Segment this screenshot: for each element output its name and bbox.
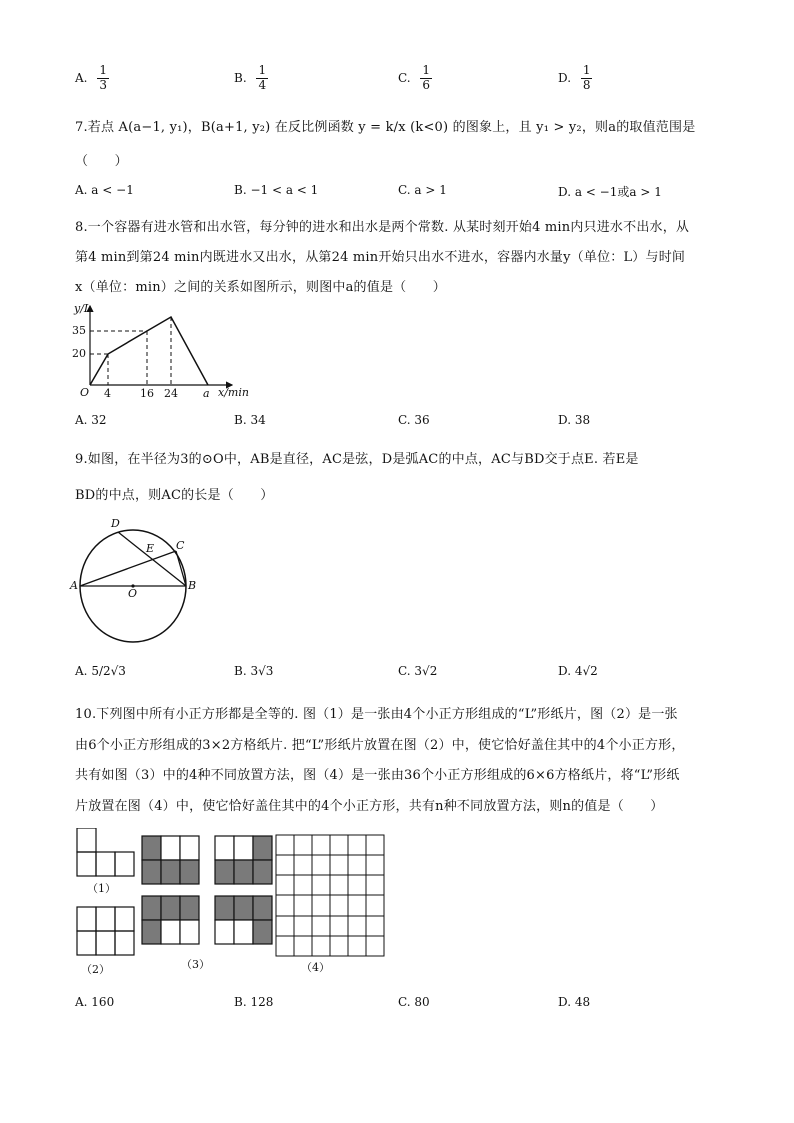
x-tick-4: 4: [104, 387, 111, 400]
q10-option-a[interactable]: A. 160: [75, 995, 115, 1009]
q9-option-c[interactable]: C. 3√2: [398, 664, 438, 678]
q8-stem-line2: 第4 min到第24 min内既进水又出水，从第24 min开始只出水不进水，容器内水量y（单位：L）与时间: [75, 250, 686, 265]
point-a-label: A: [70, 579, 78, 592]
figure-1-label: （1）: [87, 882, 116, 895]
q8-stem-line1: 8.一个容器有进水管和出水管，每分钟的进水和出水是两个常数. 从某时刻开始4 min内只进水不出水，从: [75, 220, 690, 235]
water-volume-line: [90, 317, 208, 385]
q10-stem-line4: 片放置在图（4）中，使它恰好盖住其中的4个小正方形，共有n种不同放置方法，则n的值是（ ）: [75, 799, 664, 814]
x-tick-16: 16: [140, 387, 154, 400]
fraction: $\frac{1}{3}$: [99, 63, 107, 92]
figure-2-grid: [77, 907, 134, 955]
q8-graph: [72, 300, 252, 405]
fraction: $\frac{1}{4}$: [258, 63, 267, 92]
q8-option-b[interactable]: B. 34: [234, 413, 266, 427]
figure-4-grid: [276, 835, 384, 956]
q9-stem-line2: BD的中点，则AC的长是（ ）: [75, 488, 274, 503]
q9-option-d[interactable]: D. 4√2: [558, 664, 598, 678]
point-o-label: O: [128, 587, 138, 600]
q9-circle-svg: [70, 513, 200, 643]
figure-1-l-shape: [77, 828, 134, 876]
q9-circle-figure: [70, 513, 200, 643]
q7-option-b[interactable]: B. −1 < a < 1: [234, 183, 319, 197]
q6-option-a[interactable]: A. $\frac{1}{3}$: [75, 63, 107, 92]
point-c-label: C: [176, 539, 185, 552]
point-b-label: B: [188, 579, 197, 592]
figure-3-placement-d: [215, 896, 272, 944]
q8-option-d[interactable]: D. 38: [558, 413, 591, 427]
x-axis-label: x/min: [218, 386, 249, 399]
q8-option-c[interactable]: C. 36: [398, 413, 430, 427]
y-tick-20: 20: [72, 347, 86, 360]
q7-stem: 7.若点 A(a−1, y₁)，B(a+1, y₂) 在反比例函数 y = k/x (k<0) 的图象上，且 y₁ > y₂，则a的取值范围是: [75, 120, 696, 135]
q10-stem-line3: 共有如图（3）中的4种不同放置方法，图（4）是一张由36个小正方形组成的6×6方格纸片，将“L”形纸: [75, 768, 680, 783]
q7-answer-paren: （ ）: [75, 154, 128, 169]
figure-2-label: （2）: [81, 963, 110, 976]
y-axis-label: y/L: [74, 302, 92, 315]
q9-option-b[interactable]: B. 3√3: [234, 664, 274, 678]
q10-option-c[interactable]: C. 80: [398, 995, 430, 1009]
point-d-label: D: [111, 517, 120, 530]
figure-3-placement-a: [142, 836, 199, 884]
figure-4-label: （4）: [301, 961, 330, 974]
x-tick-a: a: [203, 387, 210, 400]
q7-option-c[interactable]: C. a > 1: [398, 183, 447, 197]
q8-option-a[interactable]: A. 32: [75, 413, 107, 427]
chord-bc: [176, 551, 186, 586]
fraction: $\frac{1}{8}$: [582, 63, 591, 92]
point-e-label: E: [146, 542, 155, 555]
q6-option-d[interactable]: D. $\frac{1}{8}$: [558, 63, 591, 92]
q10-figures-svg: [75, 828, 395, 978]
figure-3-placement-c: [142, 896, 199, 944]
chord-ac: [80, 551, 176, 586]
q9-stem-line1: 9.如图，在半径为3的⊙O中，AB是直径，AC是弦，D是弧AC的中点，AC与BD交于点E. 若E是: [75, 452, 639, 467]
x-tick-24: 24: [164, 387, 178, 400]
fraction: $\frac{1}{6}$: [422, 63, 431, 92]
origin-label: O: [80, 386, 90, 399]
y-tick-35: 35: [72, 324, 86, 337]
q10-figures: [75, 828, 395, 978]
q10-option-d[interactable]: D. 48: [558, 995, 591, 1009]
q9-option-a[interactable]: A. 5/2√3: [75, 664, 126, 678]
q6-option-b[interactable]: B. $\frac{1}{4}$: [234, 63, 267, 92]
q10-option-b[interactable]: B. 128: [234, 995, 274, 1009]
q6-option-c[interactable]: C. $\frac{1}{6}$: [398, 63, 431, 92]
q10-stem-line1: 10.下列图中所有小正方形都是全等的. 图（1）是一张由4个小正方形组成的“L”形纸片，图（2）是一张: [75, 707, 678, 722]
q10-stem-line2: 由6个小正方形组成的3×2方格纸片. 把“L”形纸片放置在图（2）中，使它恰好盖住其中的4个小正方形，: [75, 738, 685, 753]
q7-option-a[interactable]: A. a < −1: [75, 183, 134, 197]
figure-3-placement-b: [215, 836, 272, 884]
q7-option-d[interactable]: D. a < −1或a > 1: [558, 185, 662, 199]
figure-3-label: （3）: [181, 958, 210, 971]
q8-stem-line3: x（单位：min）之间的关系如图所示，则图中a的值是（ ）: [75, 280, 446, 295]
